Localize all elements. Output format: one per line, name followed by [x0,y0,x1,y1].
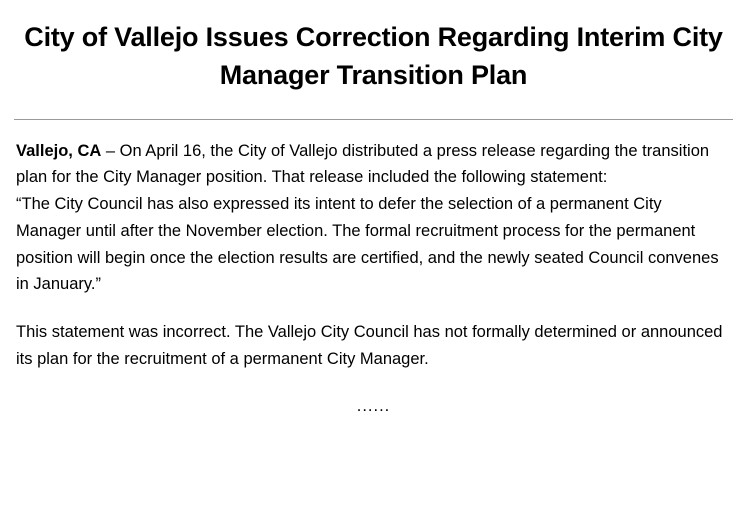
title-divider [14,119,733,120]
page-title: City of Vallejo Issues Correction Regarding Interim City Manager Transition Plan [24,22,723,91]
continuation-marker: ...... [356,397,391,416]
paragraph-intro [16,138,731,191]
paragraph-correction: This statement was incorrect. The Vallejo City Council has not formally determined or announced its plan for the recruitment of a permanent City Manager. [16,322,723,368]
paragraph-spacer [16,298,731,319]
paragraph-quote: “The City Council has also expressed its intent to defer the selection of a permanent City Manager until after the November election. The formal recruitment process for the permanent position will begin once the election results are certified, and the newly seated Council convenes in January.” [16,195,719,294]
paragraph-intro-text: – On April 16, the City of Vallejo distributed a press release regarding the transition plan for the City Manager position. That release included the following statement: [16,141,710,187]
article-body [14,138,733,373]
dateline: Vallejo, CA [16,141,102,160]
